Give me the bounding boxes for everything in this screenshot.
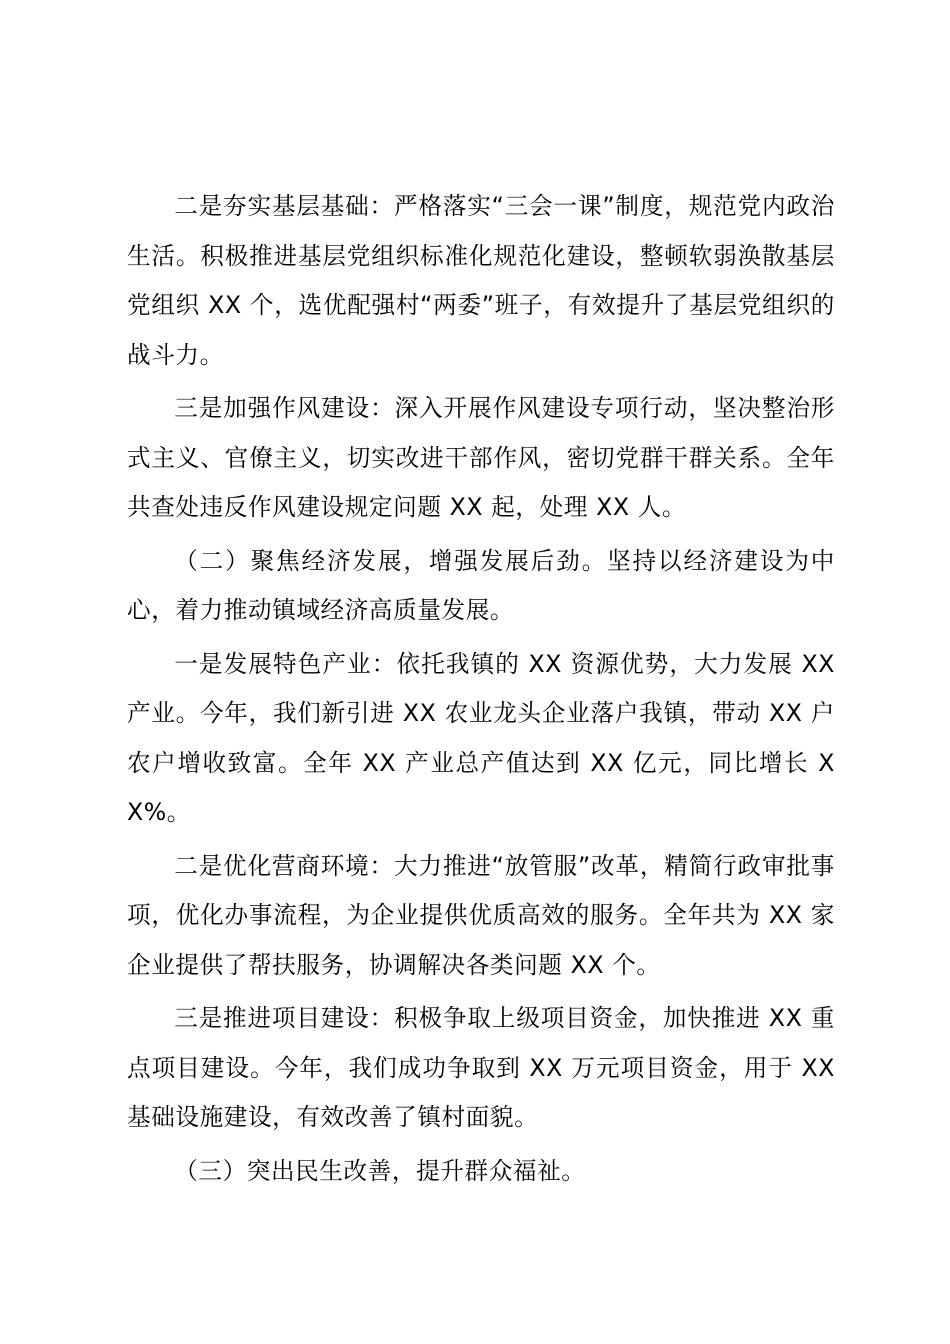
paragraph-livelihood-heading: （三）突出民生改善，提升群众福祉。 [174, 1156, 586, 1185]
paragraph-work-style: 三是加强作风建设：深入开展作风建设专项行动，坚决整治形式主义、官僚主义，切实改进干部作风，密切党群干群关系。全年共查处违反作风建设规定问题 XX 起，处理 XX 人。 [127, 394, 835, 521]
document-page [127, 182, 835, 1200]
paragraph-economic-heading: （二）聚焦经济发展，增强发展后劲。坚持以经济建设为中心，着力推动镇域经济高质量发展。 [127, 546, 835, 624]
paragraph-grassroots-foundation: 二是夯实基层基础：严格落实“三会一课”制度，规范党内政治生活。积极推进基层党组织标准化规范化建设，整顿软弱涣散基层党组织 XX 个，选优配强村“两委”班子，有效提升了基层党组织的战斗力。 [127, 192, 835, 369]
paragraph-project-construction: 三是推进项目建设：积极争取上级项目资金，加快推进 XX 重点项目建设。今年，我们成功争取到 XX 万元项目资金，用于 XX 基础设施建设，有效改善了镇村面貌。 [127, 1004, 835, 1131]
paragraph-special-industry: 一是发展特色产业：依托我镇的 XX 资源优势，大力发展 XX 产业。今年，我们新引进 XX 农业龙头企业落户我镇，带动 XX 户农户增收致富。全年 XX 产业总产值达到 XX 亿元，同比增长 XX%。 [127, 649, 835, 826]
paragraph-business-environment: 二是优化营商环境：大力推进“放管服”改革，精简行政审批事项，优化办事流程，为企业提供优质高效的服务。全年共为 XX 家企业提供了帮扶服务，协调解决各类问题 XX 个。 [127, 851, 835, 979]
